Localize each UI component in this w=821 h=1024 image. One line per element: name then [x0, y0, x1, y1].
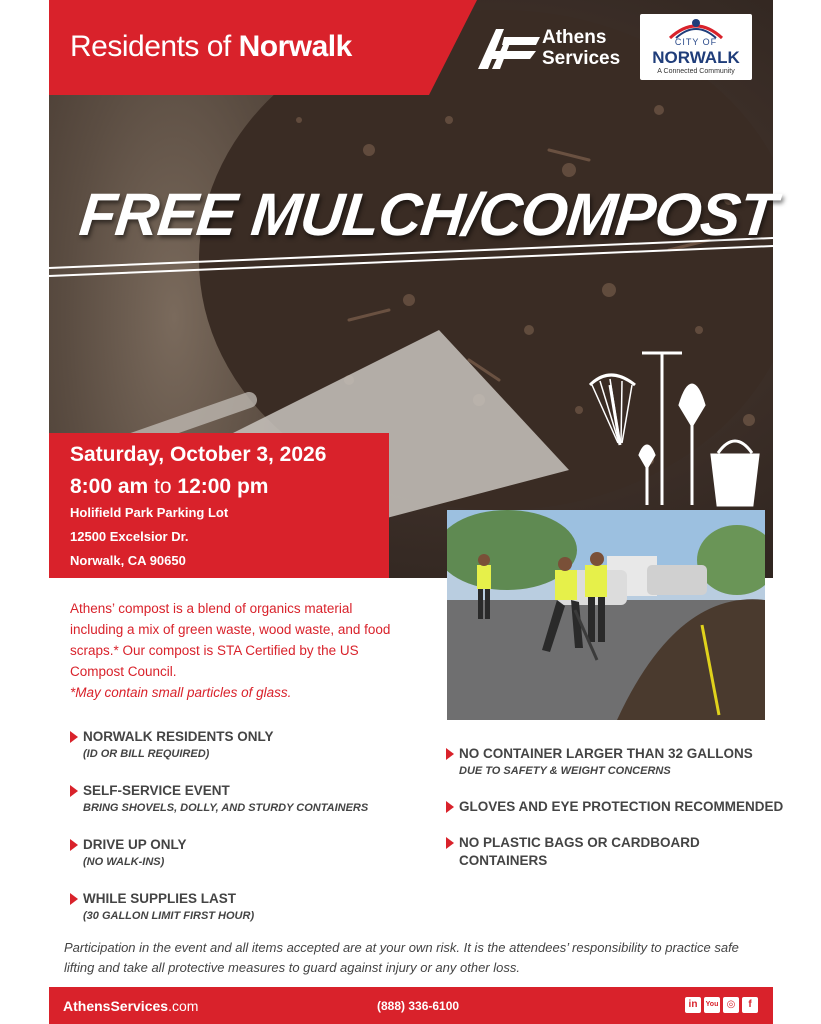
residents-heading: Residents of Norwalk: [70, 30, 352, 63]
arrow-icon: [70, 893, 78, 905]
event-date: Saturday, October 3, 2026: [70, 443, 327, 466]
norwalk-city-of: CITY OF: [674, 37, 718, 47]
arrow-icon: [446, 801, 454, 813]
event-location-line: Holifield Park Parking Lot: [70, 505, 229, 520]
norwalk-logo: [640, 14, 752, 80]
event-details: [49, 433, 389, 578]
youtube-icon[interactable]: You: [704, 997, 720, 1013]
facebook-icon[interactable]: f: [742, 997, 758, 1013]
linkedin-icon[interactable]: in: [685, 997, 701, 1013]
website-link[interactable]: AthensServices.com: [63, 998, 199, 1014]
instagram-icon[interactable]: ◎: [723, 997, 739, 1013]
athens-wordmark: Athens Services: [542, 27, 621, 69]
event-location-line: Norwalk, CA 90650: [70, 553, 186, 568]
event-location-line: 12500 Excelsior Dr.: [70, 529, 189, 544]
arrow-icon: [446, 837, 454, 849]
arrow-icon: [70, 785, 78, 797]
norwalk-tagline: A Connected Community: [657, 68, 735, 75]
headline: FREE MULCH/COMPOST: [76, 181, 779, 248]
garden-tools-icon: [580, 345, 765, 515]
norwalk-name: NORWALK: [652, 48, 740, 67]
glass-note: *May contain small particles of glass.: [70, 685, 292, 700]
arrow-icon: [70, 731, 78, 743]
description-text: Athens’ compost is a blend of organics material including a mix of green waste, wood waste, and food scraps.* Our compost is STA Certified by the US Compost Council.: [70, 601, 391, 679]
event-time: 8:00 am to 12:00 pm: [70, 475, 269, 498]
arrow-icon: [446, 748, 454, 760]
phone-number[interactable]: (888) 336-6100: [377, 999, 460, 1013]
compost-description: [70, 598, 400, 703]
footer: [49, 987, 773, 1024]
arrow-icon: [70, 839, 78, 851]
workers-photo: [447, 510, 765, 720]
disclaimer: Participation in the event and all items accepted are at your own risk. It is the attendees’ responsibility to practice safe lifting and take all protective measures to guard against injury or any other loss.: [64, 940, 739, 975]
